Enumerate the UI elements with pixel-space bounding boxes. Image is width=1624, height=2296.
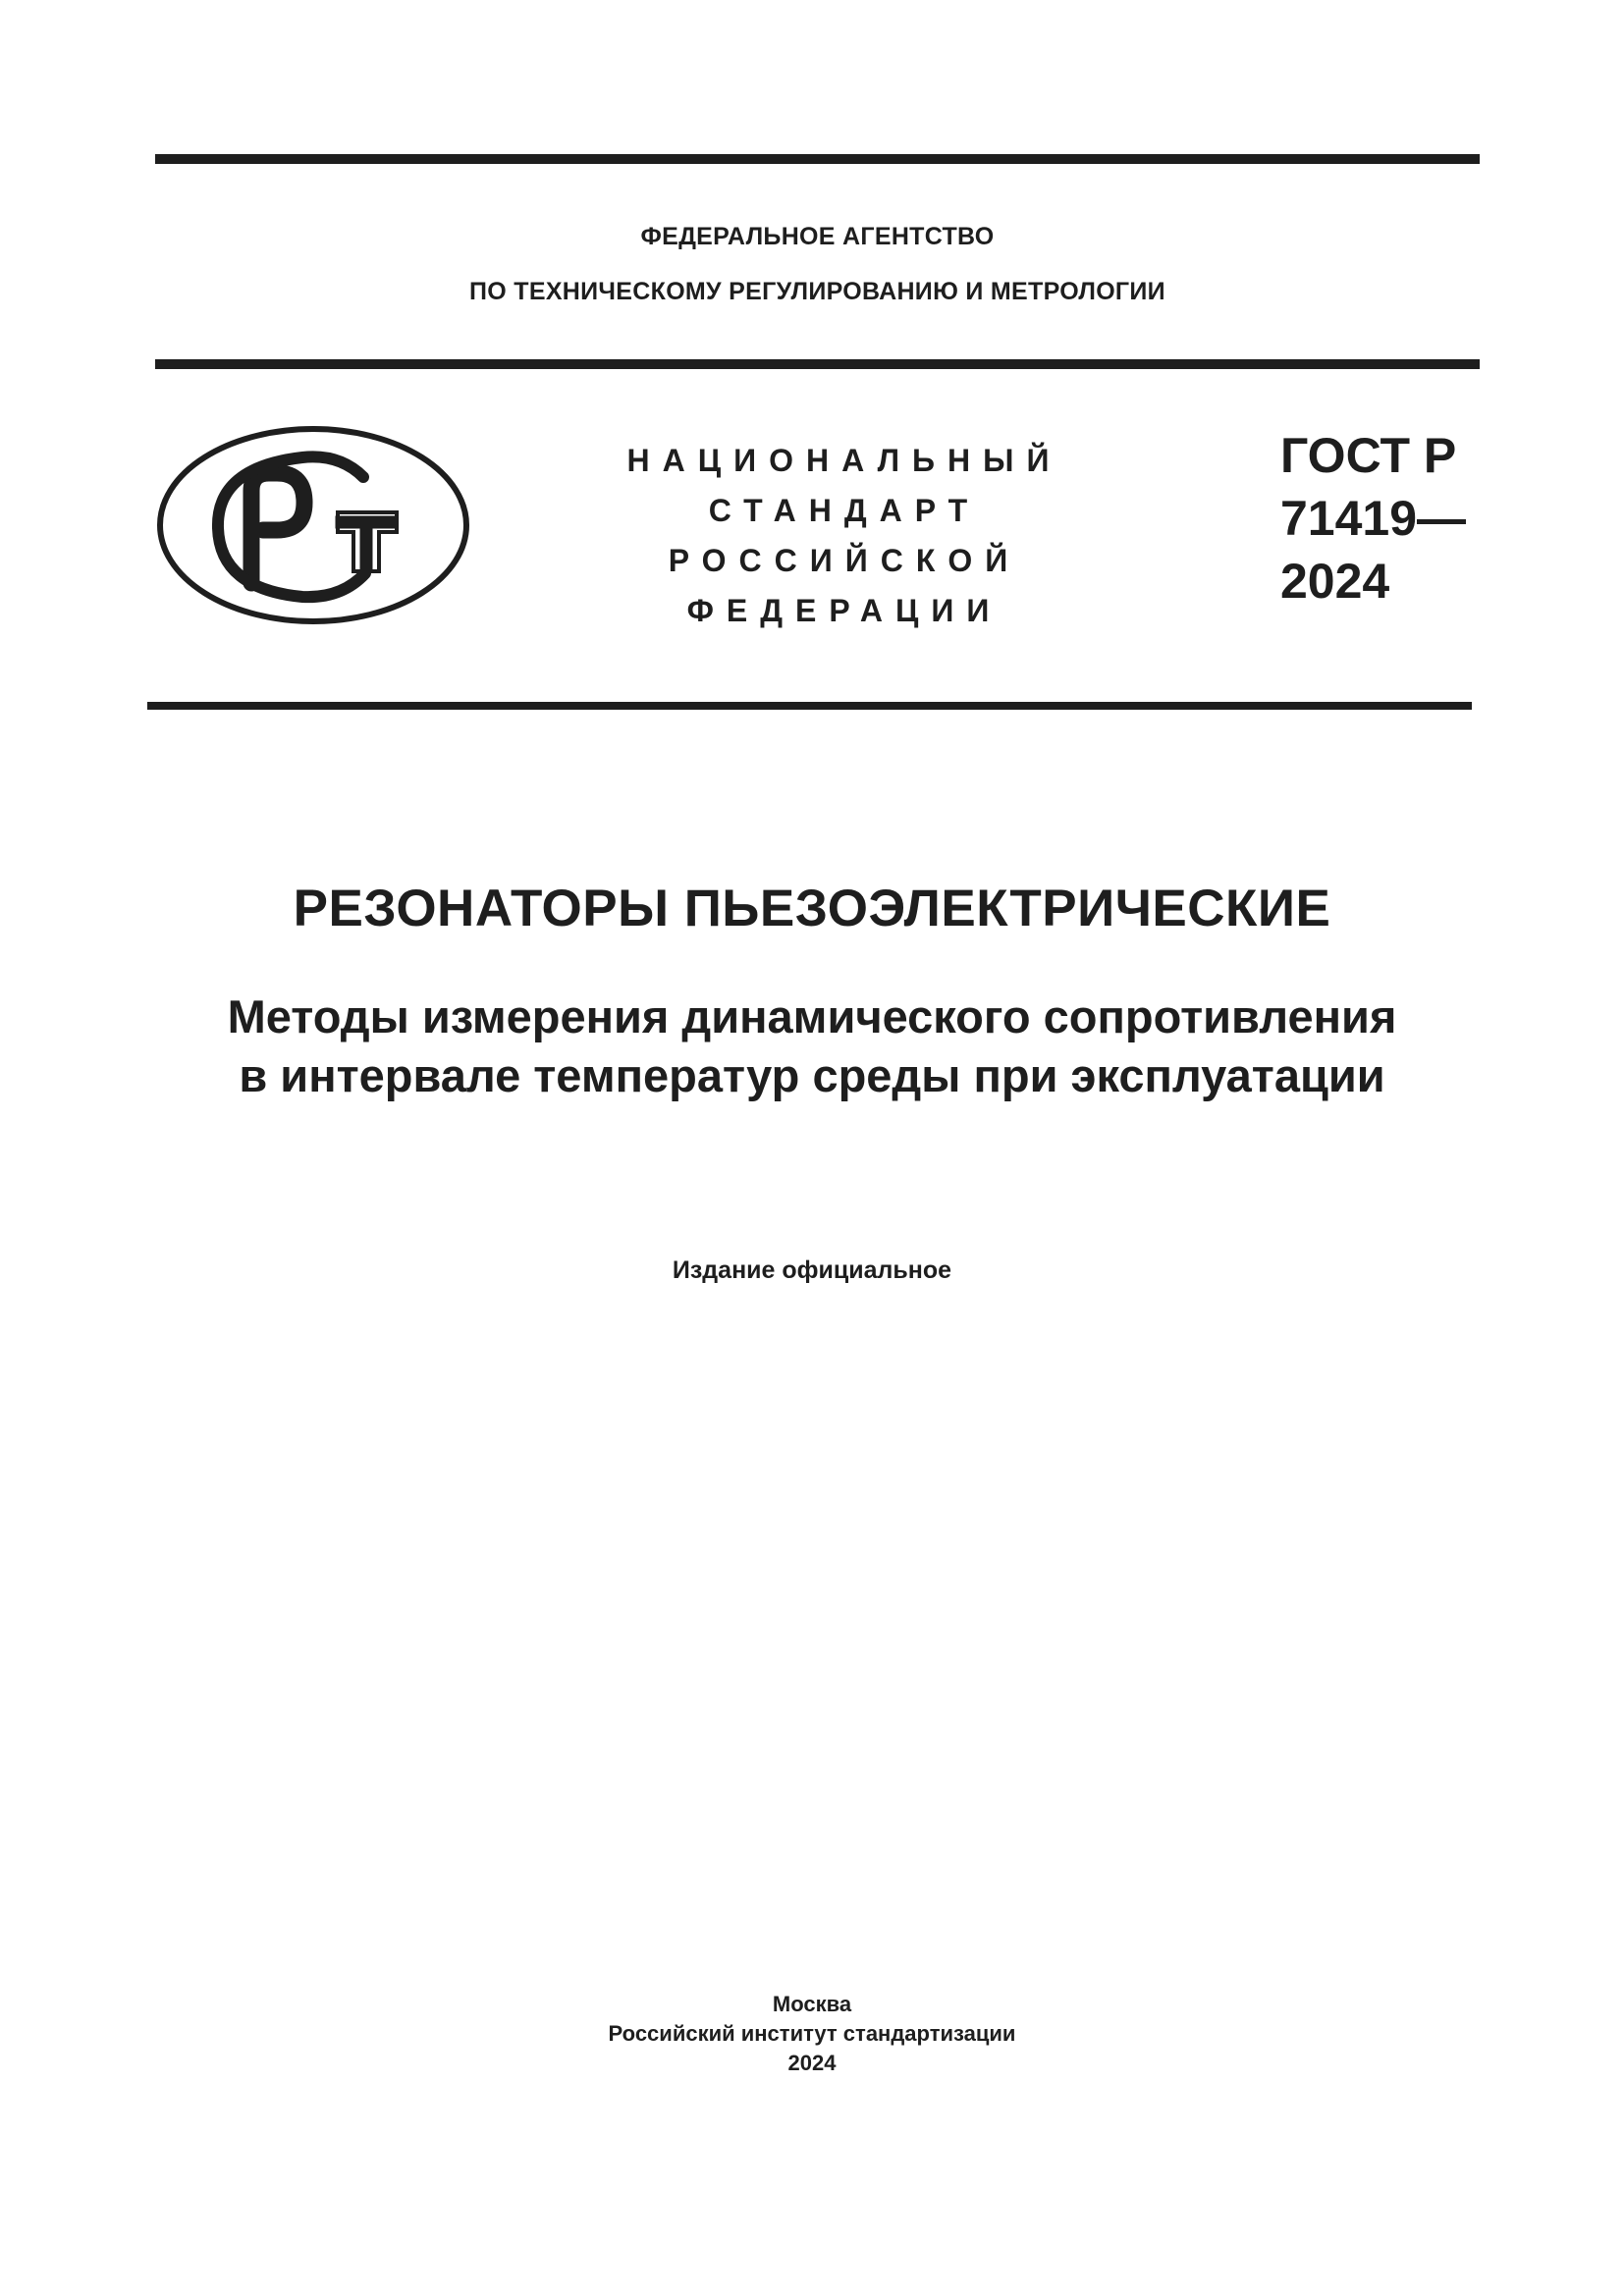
designation-line-1: ГОСТ Р	[1280, 428, 1457, 483]
imprint-publisher: Российский институт стандартизации	[608, 2021, 1016, 2046]
imprint-year: 2024	[787, 2051, 837, 2075]
standard-type-label	[609, 436, 1080, 636]
standard-type-line-2: СТАНДАРТ	[708, 493, 981, 528]
rst-certification-mark-icon	[155, 424, 471, 626]
designation-line-2: 71419—	[1280, 491, 1467, 546]
standard-designation	[1280, 424, 1477, 613]
document-subtitle-line-1: Методы измерения динамического сопротивления	[227, 990, 1397, 1042]
agency-name-line-2: ПО ТЕХНИЧЕСКОМУ РЕГУЛИРОВАНИЮ И МЕТРОЛОГИИ	[469, 278, 1165, 305]
standard-type-line-4: ФЕДЕРАЦИИ	[686, 593, 1002, 628]
standard-type-line-3: РОССИЙСКОЙ	[668, 543, 1021, 578]
agency-name-line-1: ФЕДЕРАЛЬНОЕ АГЕНТСТВО	[640, 223, 995, 250]
top-rule	[155, 154, 1480, 164]
middle-rule	[155, 359, 1480, 369]
document-title: РЕЗОНАТОРЫ ПЬЕЗОЭЛЕКТРИЧЕСКИЕ	[293, 880, 1331, 937]
designation-line-3: 2024	[1280, 554, 1390, 609]
edition-note: Издание официальное	[672, 1256, 952, 1284]
imprint-city: Москва	[772, 1992, 852, 2016]
document-subtitle-line-2: в интервале температур среды при эксплуатации	[239, 1049, 1385, 1101]
standard-type-line-1: НАЦИОНАЛЬНЫЙ	[626, 443, 1062, 478]
bottom-rule	[147, 702, 1472, 710]
